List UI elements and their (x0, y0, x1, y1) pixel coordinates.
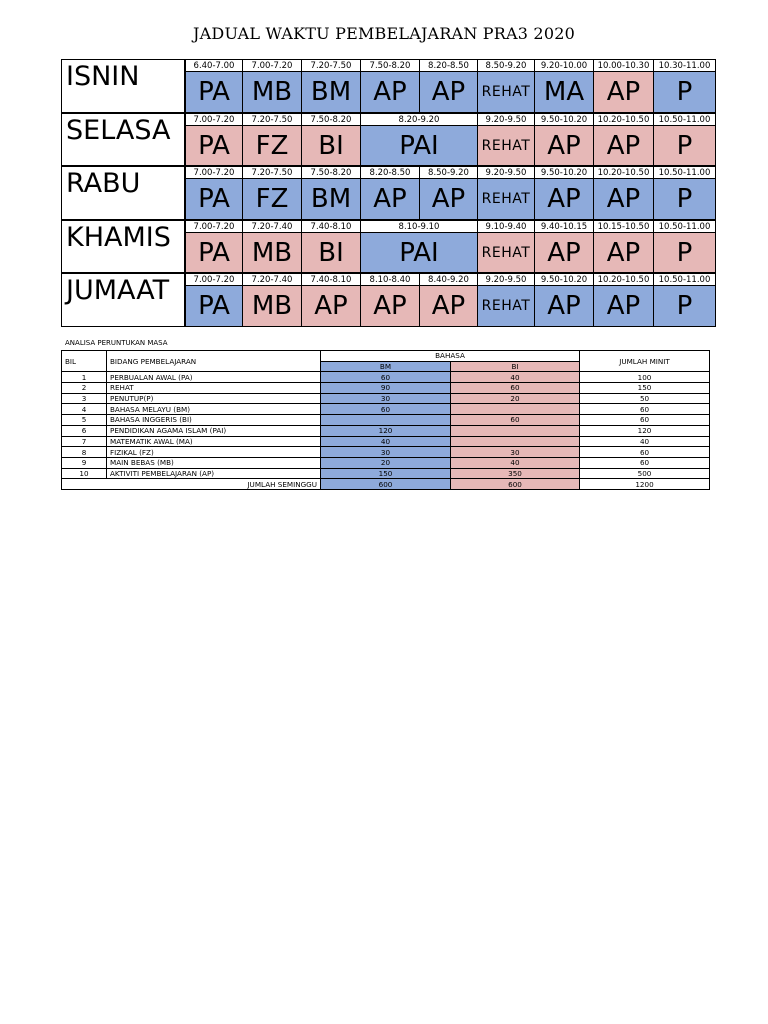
subject-cell: AP (301, 285, 361, 327)
row-bm: 60 (321, 372, 451, 383)
subject-cell: AP (419, 285, 478, 327)
time-slot: 10.30-11.00 (653, 59, 716, 72)
time-slot: 7.00-7.20 (185, 166, 243, 179)
time-slot: 7.00-7.20 (185, 273, 243, 286)
row-bidang: BAHASA MELAYU (BM) (107, 404, 321, 415)
row-bil: 8 (62, 447, 107, 458)
table-row (62, 415, 710, 426)
subject-cell: BI (301, 232, 361, 274)
time-slot: 10.00-10.30 (593, 59, 654, 72)
subject-cell: PA (185, 178, 243, 220)
row-jumlah: 120 (580, 425, 710, 436)
timetable (61, 59, 715, 327)
day-label: KHAMIS (61, 220, 185, 274)
row-jumlah: 500 (580, 468, 710, 479)
table-row (62, 372, 710, 383)
timetable-row (61, 59, 715, 113)
row-bidang: PENUTUP(P) (107, 393, 321, 404)
time-slot: 8.50-9.20 (419, 166, 478, 179)
table-row (62, 457, 710, 468)
table-row (62, 404, 710, 415)
row-jumlah: 100 (580, 372, 710, 383)
time-slot: 9.20-9.50 (477, 273, 535, 286)
row-bm: 40 (321, 436, 451, 447)
header-bidang: BIDANG PEMBELAJARAN (107, 351, 321, 372)
row-bi: 30 (451, 447, 580, 458)
subject-cell: REHAT (477, 285, 535, 327)
time-slot: 10.50-11.00 (653, 166, 716, 179)
row-bi: 60 (451, 383, 580, 394)
subject-cell: PA (185, 232, 243, 274)
time-slot: 8.20-8.50 (360, 166, 420, 179)
subject-cell: FZ (242, 178, 302, 220)
subject-cell: AP (419, 178, 478, 220)
day-label: SELASA (61, 113, 185, 167)
time-slot: 8.20-8.50 (419, 59, 478, 72)
page-title: JADUAL WAKTU PEMBELAJARAN PRA3 2020 (193, 24, 575, 43)
row-jumlah: 150 (580, 383, 710, 394)
subject-cell: BM (301, 71, 361, 113)
header-bahasa: BAHASA (321, 351, 580, 362)
time-slot: 10.20-10.50 (593, 113, 654, 126)
time-slot: 10.50-11.00 (653, 273, 716, 286)
subject-cell: REHAT (477, 125, 535, 167)
row-bidang: MAIN BEBAS (MB) (107, 457, 321, 468)
timetable-row (61, 166, 715, 220)
row-bi: 60 (451, 415, 580, 426)
row-jumlah: 60 (580, 447, 710, 458)
row-jumlah: 50 (580, 393, 710, 404)
header-bil: BIL (62, 351, 107, 372)
time-slot: 7.00-7.20 (242, 59, 302, 72)
subject-cell: AP (534, 285, 594, 327)
row-bidang: MATEMATIK AWAL (MA) (107, 436, 321, 447)
time-slot: 7.50-8.20 (360, 59, 420, 72)
timetable-row (61, 113, 715, 167)
row-bil: 6 (62, 425, 107, 436)
table-row (62, 468, 710, 479)
subject-cell: AP (593, 232, 654, 274)
total-bi: 600 (451, 479, 580, 490)
subject-cell: P (653, 285, 716, 327)
time-slot: 10.20-10.50 (593, 166, 654, 179)
subject-cell: AP (593, 71, 654, 113)
time-slot: 7.50-8.20 (301, 166, 361, 179)
subject-cell: AP (360, 285, 420, 327)
time-slot: 7.20-7.40 (242, 273, 302, 286)
time-slot: 10.15-10.50 (593, 220, 654, 233)
time-slot: 7.40-8.10 (301, 273, 361, 286)
row-bidang: FIZIKAL (FZ) (107, 447, 321, 458)
subject-cell: AP (534, 125, 594, 167)
time-slot: 9.40-10.15 (534, 220, 594, 233)
header-bm: BM (321, 361, 451, 372)
row-bidang: PENDIDIKAN AGAMA ISLAM (PAI) (107, 425, 321, 436)
row-bi: 40 (451, 372, 580, 383)
subject-cell: AP (419, 71, 478, 113)
subject-cell: REHAT (477, 232, 535, 274)
subject-cell: MB (242, 285, 302, 327)
row-bi: 350 (451, 468, 580, 479)
timetable-row (61, 220, 715, 274)
time-slot: 8.10-9.10 (360, 220, 478, 233)
row-bil: 1 (62, 372, 107, 383)
table-row (62, 383, 710, 394)
time-slot: 7.40-8.10 (301, 220, 361, 233)
subject-cell: PA (185, 125, 243, 167)
analysis-caption: ANALISA PERUNTUKAN MASA (65, 339, 168, 347)
subject-cell: P (653, 71, 716, 113)
time-slot: 8.40-9.20 (419, 273, 478, 286)
time-slot: 7.00-7.20 (185, 113, 243, 126)
time-slot: 7.50-8.20 (301, 113, 361, 126)
day-label: JUMAAT (61, 273, 185, 327)
header-bi: BI (451, 361, 580, 372)
subject-cell: REHAT (477, 178, 535, 220)
table-row (62, 436, 710, 447)
row-bil: 5 (62, 415, 107, 426)
time-slot: 7.20-7.50 (242, 113, 302, 126)
time-slot: 10.50-11.00 (653, 220, 716, 233)
time-slot: 8.10-8.40 (360, 273, 420, 286)
subject-cell: AP (534, 178, 594, 220)
subject-cell: P (653, 232, 716, 274)
subject-cell: P (653, 125, 716, 167)
time-slot: 9.20-9.50 (477, 166, 535, 179)
row-bidang: BAHASA INGGERIS (BI) (107, 415, 321, 426)
row-bi: 20 (451, 393, 580, 404)
row-bidang: PERBUALAN AWAL (PA) (107, 372, 321, 383)
analysis-table (61, 350, 710, 490)
row-bidang: REHAT (107, 383, 321, 394)
time-slot: 10.50-11.00 (653, 113, 716, 126)
row-bil: 2 (62, 383, 107, 394)
row-jumlah: 60 (580, 404, 710, 415)
row-bi (451, 436, 580, 447)
day-label: ISNIN (61, 59, 185, 113)
row-bil: 9 (62, 457, 107, 468)
subject-cell: PAI (360, 232, 478, 274)
subject-cell: PA (185, 71, 243, 113)
subject-cell: PAI (360, 125, 478, 167)
subject-cell: AP (593, 125, 654, 167)
row-bm: 90 (321, 383, 451, 394)
row-bm: 20 (321, 457, 451, 468)
time-slot: 7.20-7.40 (242, 220, 302, 233)
table-row (62, 393, 710, 404)
timetable-row (61, 273, 715, 327)
subject-cell: REHAT (477, 71, 535, 113)
subject-cell: AP (593, 285, 654, 327)
row-bil: 10 (62, 468, 107, 479)
row-jumlah: 40 (580, 436, 710, 447)
subject-cell: BI (301, 125, 361, 167)
subject-cell: AP (593, 178, 654, 220)
time-slot: 9.50-10.20 (534, 113, 594, 126)
time-slot: 9.20-9.50 (477, 113, 535, 126)
time-slot: 7.00-7.20 (185, 220, 243, 233)
row-bil: 3 (62, 393, 107, 404)
time-slot: 9.50-10.20 (534, 166, 594, 179)
time-slot: 9.10-9.40 (477, 220, 535, 233)
row-bm: 60 (321, 404, 451, 415)
subject-cell: PA (185, 285, 243, 327)
subject-cell: MB (242, 232, 302, 274)
row-bm: 30 (321, 447, 451, 458)
total-label: JUMLAH SEMINGGU (62, 479, 321, 490)
time-slot: 10.20-10.50 (593, 273, 654, 286)
row-bil: 7 (62, 436, 107, 447)
subject-cell: MB (242, 71, 302, 113)
row-bm: 30 (321, 393, 451, 404)
row-bi (451, 404, 580, 415)
row-bm: 150 (321, 468, 451, 479)
time-slot: 8.50-9.20 (477, 59, 535, 72)
time-slot: 7.20-7.50 (242, 166, 302, 179)
table-row (62, 425, 710, 436)
row-jumlah: 60 (580, 415, 710, 426)
time-slot: 9.50-10.20 (534, 273, 594, 286)
subject-cell: BM (301, 178, 361, 220)
row-bm: 120 (321, 425, 451, 436)
subject-cell: FZ (242, 125, 302, 167)
time-slot: 6.40-7.00 (185, 59, 243, 72)
subject-cell: P (653, 178, 716, 220)
day-label: RABU (61, 166, 185, 220)
time-slot: 9.20-10.00 (534, 59, 594, 72)
total-jumlah: 1200 (580, 479, 710, 490)
header-jumlah: JUMLAH MINIT (580, 351, 710, 372)
row-bidang: AKTIVITI PEMBELAJARAN (AP) (107, 468, 321, 479)
subject-cell: AP (534, 232, 594, 274)
row-bm (321, 415, 451, 426)
row-bil: 4 (62, 404, 107, 415)
total-bm: 600 (321, 479, 451, 490)
row-jumlah: 60 (580, 457, 710, 468)
subject-cell: AP (360, 71, 420, 113)
table-row (62, 447, 710, 458)
row-bi: 40 (451, 457, 580, 468)
subject-cell: MA (534, 71, 594, 113)
time-slot: 8.20-9.20 (360, 113, 478, 126)
row-bi (451, 425, 580, 436)
time-slot: 7.20-7.50 (301, 59, 361, 72)
subject-cell: AP (360, 178, 420, 220)
